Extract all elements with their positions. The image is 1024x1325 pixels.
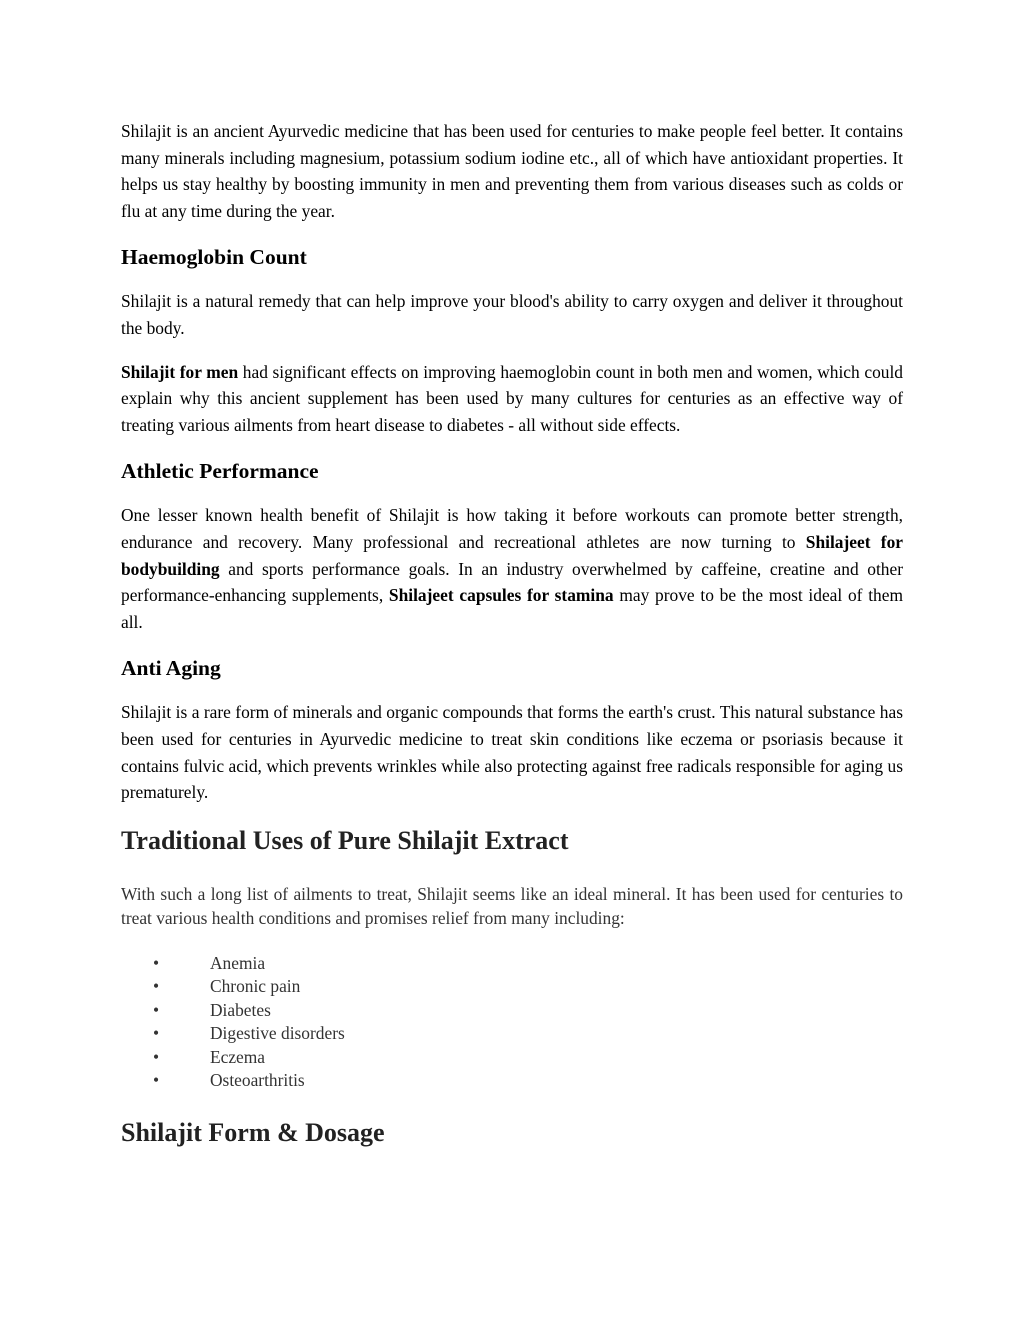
traditional-uses-paragraph: With such a long list of ailments to treat, Shilajit seems like an ideal mineral. It has been used for centuries to treat various health conditions and promises relief from many including: <box>121 883 903 928</box>
shilajeet-bodybuilding-bold: Shilajeet for bodybuilding <box>121 531 903 579</box>
list-item <box>121 1046 903 1070</box>
haemoglobin-paragraph-1: Shilajit is a natural remedy that can help improve your blood's ability to carry oxygen and deliver it throughout the body. <box>121 291 903 338</box>
list-item-label: Eczema <box>210 1046 266 1067</box>
list-item-label: Diabetes <box>210 999 271 1020</box>
shilajit-for-men-bold: Shilajit for men <box>121 361 239 382</box>
traditional-uses-heading: Traditional Uses of Pure Shilajit Extract <box>121 825 569 855</box>
ailments-list <box>121 952 903 1093</box>
list-item-label: Chronic pain <box>210 976 301 997</box>
intro-paragraph: Shilajit is an ancient Ayurvedic medicine that has been used for centuries to make people feel better. It contains many minerals including magnesium, potassium sodium iodine etc., all of which have antioxidant properties. It helps us stay healthy by boosting immunity in men and preventing them from various diseases such as colds or flu at any time during the year. <box>121 121 903 221</box>
athletic-paragraph <box>121 502 903 635</box>
athletic-text-1: One lesser known health benefit of Shilajit is how taking it before workouts can promote better strength, endurance and recovery. Many professional and recreational athletes are now turning to <box>121 505 903 552</box>
list-item <box>121 1069 903 1093</box>
haemoglobin-heading: Haemoglobin Count <box>121 245 307 270</box>
shilajeet-capsules-bold: Shilajeet capsules for stamina <box>388 585 614 606</box>
bullet-icon: • <box>153 976 160 997</box>
athletic-text-3: may prove to be the most ideal of them all. <box>121 585 903 632</box>
haemoglobin-paragraph-2 <box>121 359 903 439</box>
athletic-heading: Athletic Performance <box>121 459 319 484</box>
bullet-icon: • <box>153 952 160 973</box>
haemoglobin-paragraph-2-text: had significant effects on improving haemoglobin count in both men and women, which could explain why this ancient supplement has been used by many cultures for centuries as an effective way of treating various ailments from heart disease to diabetes - all without side effects. <box>121 361 903 435</box>
list-item-label: Anemia <box>210 952 266 973</box>
anti-aging-heading: Anti Aging <box>121 656 221 681</box>
anti-aging-paragraph: Shilajit is a rare form of minerals and organic compounds that forms the earth's crust. This natural substance has been used for centuries in Ayurvedic medicine to treat skin conditions like eczema or psoriasis because it contains fulvic acid, which prevents wrinkles while also protecting against free radicals responsible for aging us prematurely. <box>121 702 903 803</box>
document-page <box>121 118 903 1148</box>
list-item-label: Osteoarthritis <box>210 1070 305 1091</box>
list-item <box>121 952 903 976</box>
athletic-text-2: and sports performance goals. In an industry overwhelmed by caffeine, creatine and other performance-enhancing supplements, <box>121 558 903 606</box>
list-item-label: Digestive disorders <box>210 1023 345 1044</box>
bullet-icon: • <box>153 999 160 1020</box>
list-item <box>121 975 903 999</box>
bullet-icon: • <box>153 1046 160 1067</box>
bullet-icon: • <box>153 1070 160 1091</box>
list-item <box>121 1022 903 1046</box>
form-dosage-heading: Shilajit Form & Dosage <box>121 1117 385 1147</box>
bullet-icon: • <box>153 1023 160 1044</box>
list-item <box>121 999 903 1023</box>
